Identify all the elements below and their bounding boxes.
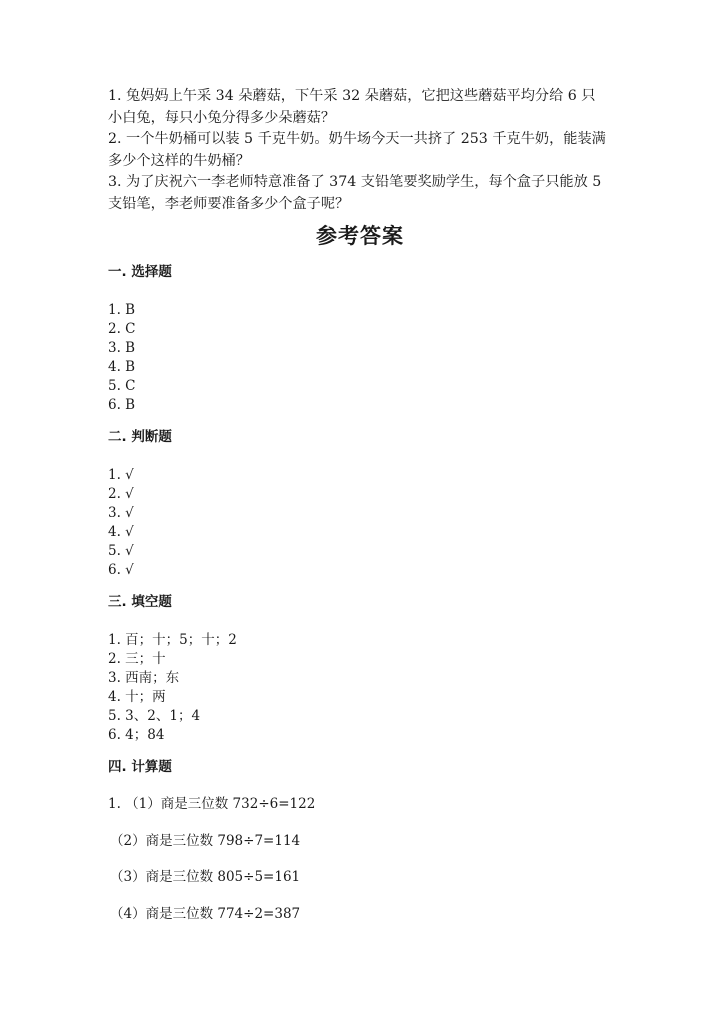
answer-item: 1. √ [108,467,134,483]
section-judge [108,428,172,580]
calc-item: （4）商是三位数 774÷2=387 [110,905,301,922]
answer-list [108,466,172,580]
section-heading: 一. 选择题 [108,264,172,280]
answer-item: 2. C [108,321,136,337]
answer-item: 3. √ [108,505,134,521]
answer-item: 4. B [108,359,136,375]
answer-item: 2. 三；十 [108,651,166,667]
answer-item: 5. 3、2、1；4 [108,708,201,724]
answer-item: 5. √ [108,543,134,559]
answer-item: 1. 百；十；5；十；2 [108,632,237,648]
section-fill [108,593,237,745]
answer-item: 5. C [108,378,136,394]
answer-title: 参考答案 [316,224,404,248]
answer-item: 3. 西南；东 [108,670,180,686]
problem-1: 1. 兔妈妈上午采 34 朵蘑菇，下午采 32 朵蘑菇，它把这些蘑菇平均分给 6 只小白兔，每只小兔分得多少朵蘑菇？ [108,88,596,126]
word-problems [108,86,608,216]
section-heading: 四. 计算题 [108,759,172,775]
answer-item: 6. 4；84 [108,727,165,743]
answer-item: 3. B [108,340,136,356]
problem-3: 3. 为了庆祝六一李老师特意准备了 374 支铅笔要奖励学生，每个盒子只能放 5 支铅笔，李老师要准备多少个盒子呢？ [108,174,602,212]
section-heading: 三. 填空题 [108,594,172,610]
section-calc [108,758,315,941]
section-choice [108,263,172,415]
calc-item: （2）商是三位数 798÷7=114 [110,832,301,849]
section-heading: 二. 判断题 [108,429,172,445]
answer-item: 4. √ [108,524,134,540]
answer-item: 2. √ [108,486,134,502]
answer-list [108,631,237,745]
problem-2: 2. 一个牛奶桶可以装 5 千克牛奶。奶牛场今天一共挤了 253 千克牛奶，能装满多少个这样的牛奶桶？ [108,131,606,169]
answer-item: 6. √ [108,562,134,578]
answer-list [108,301,172,415]
answer-item: 1. B [108,302,136,318]
answer-item: 4. 十；两 [108,689,166,705]
calc-list [108,795,315,941]
answer-item: 6. B [108,397,136,413]
calc-item: 1. （1）商是三位数 732÷6=122 [108,796,316,812]
calc-item: （3）商是三位数 805÷5=161 [110,869,301,885]
